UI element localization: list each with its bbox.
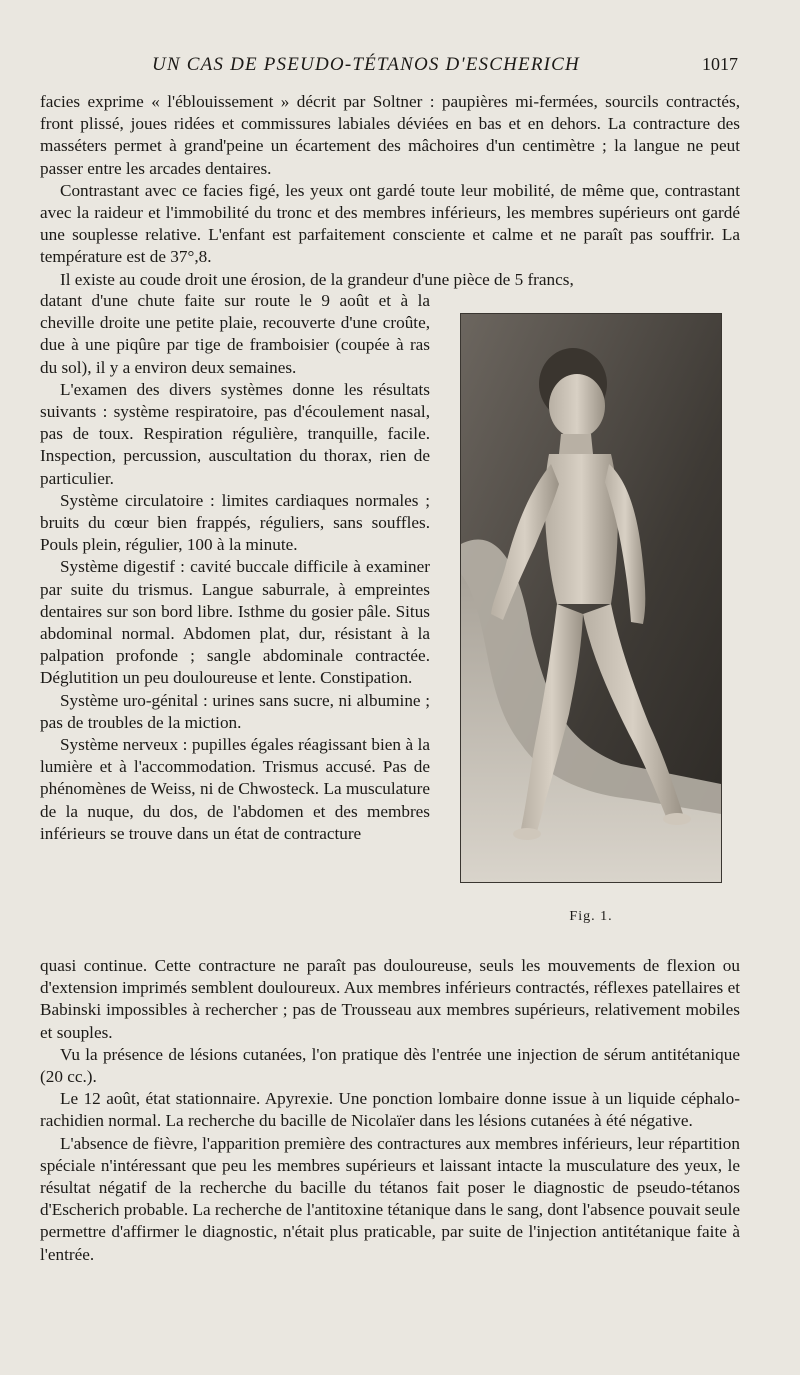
text-top: [40, 91, 740, 291]
paragraph: Il existe au coude droit une érosion, de la grandeur d'une pièce de 5 francs,: [60, 269, 574, 289]
paragraph: facies exprime « l'éblouissement » décrit par Soltner : paupières mi-fermées, sourcils contractés, front plissé, joues ridées et commissures labiales déviées en bas et en dehors. La contracture des masséters permet à grand'peine un écartement des mâchoires d'un centimètre ; la langue ne peut passer entre les arcades dentaires.: [40, 92, 740, 178]
paragraph: Vu la présence de lésions cutanées, l'on pratique dès l'entrée une injection de sérum antitétanique (20 cc.).: [40, 1044, 740, 1087]
paragraph: L'examen des divers systèmes donne les résultats suivants : système respiratoire, pas d'écoulement nasal, pas de toux. Respiration régulière, tranquille, facile. Inspection, percussion, auscultation du thorax, rien de particulier.: [40, 379, 430, 488]
paragraph: L'absence de fièvre, l'apparition première des contractures aux membres inférieurs, leur répartition spéciale n'intéressant que peu les membres supérieurs et laissant intacte la musculature des yeux, le résultat négatif de la recherche du bacille du tétanos fait poser le diagnostic de pseudo-tétanos d'Escherich probable. La recherche de l'antitoxine tétanique dans le sang, dont l'absence pouvait seule permettre d'affirmer le diagnostic, n'était plus praticable, par suite de l'injection antitétanique faite à l'entrée.: [40, 1133, 740, 1264]
page-header: [40, 54, 740, 82]
text-wrapped-column: [40, 290, 430, 845]
paragraph: Contrastant avec ce facies figé, les yeux ont gardé toute leur mobilité, de même que, contrastant avec la raideur et l'immobilité du tronc et des membres inférieurs, les membres supérieurs ont gardé une souplesse relative. L'enfant est parfaitement consciente et calme et ne paraît pas souffrir. La température est de 37°,8.: [40, 180, 740, 267]
paragraph: datant d'une chute faite sur route le 9 août et à la cheville droite une petite plaie, recouverte d'une croûte, due à une piqûre par tige de framboisier (coupée à ras du sol), il y a environ deux semaines.: [40, 291, 430, 377]
figure-photo: [460, 313, 722, 883]
paragraph: Système nerveux : pupilles égales réagissant bien à la lumière et à l'accommodation. Trismus accusé. Pas de phénomènes de Weiss, ni de Chwosteck. La musculature de la nuque, du dos, de l'abdomen et des membres inférieurs se trouve dans un état de contracture: [40, 735, 430, 843]
paragraph: Système uro-génital : urines sans sucre, ni albumine ; pas de troubles de la miction.: [40, 690, 430, 732]
page-number: 1017: [702, 54, 738, 74]
figure-caption: Fig. 1.: [569, 909, 613, 924]
paragraph: Système circulatoire : limites cardiaques normales ; bruits du cœur bien frappés, réguliers, sans souffles. Pouls plein, régulier, 100 à la minute.: [40, 490, 430, 555]
figure-1: [460, 313, 722, 925]
running-title: UN CAS DE PSEUDO-TÉTANOS D'ESCHERICH: [152, 54, 580, 75]
paragraph: Le 12 août, état stationnaire. Apyrexie. Une ponction lombaire donne issue à un liquide céphalo-rachidien normal. La recherche du bacille de Nicolaïer dans les lésions cutanées à été négative.: [40, 1089, 740, 1131]
photo-child-standing-icon: [461, 314, 721, 882]
paragraph: quasi continue. Cette contracture ne paraît pas douloureuse, seuls les mouvements de flexion ou d'extension imprimés semblent douloureux. Aux membres inférieurs contractés, réflexes patellaires et Babinski impossibles à rechercher ; pas de Trousseau aux membres supérieurs, relativement mobiles et souples.: [40, 956, 740, 1042]
paragraph: Système digestif : cavité buccale difficile à examiner par suite du trismus. Langue saburrale, à empreintes dentaires sur son bord libre. Isthme du gosier pâle. Situs abdominal normal. Abdomen plat, dur, résistant à la palpation profonde ; sangle abdominale contractée. Déglutition un peu douloureuse et lente. Constipation.: [40, 557, 430, 688]
text-bottom: [40, 955, 740, 1266]
